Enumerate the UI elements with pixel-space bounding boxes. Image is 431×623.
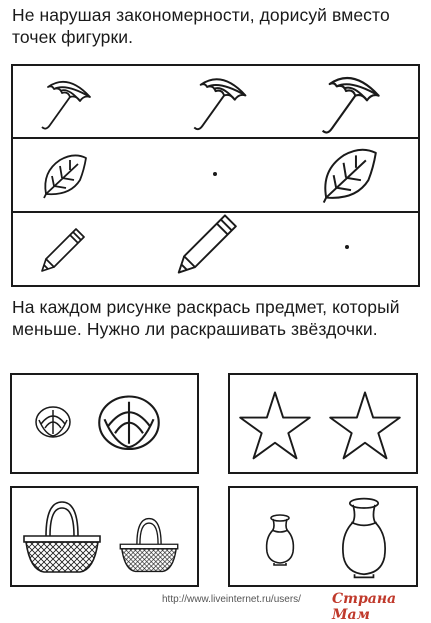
basket-icon: [117, 514, 181, 576]
source-url: http://www.liveinternet.ru/users/: [162, 594, 301, 605]
basket-icon: [20, 496, 104, 578]
placeholder-dot: [213, 172, 217, 176]
leaf-icon: [40, 150, 92, 200]
cabbage-icon: [33, 402, 73, 440]
umbrella-icon: [38, 75, 98, 135]
pencil-icon: [40, 225, 90, 275]
leaf-icon: [318, 143, 384, 205]
vase-icon: [335, 497, 393, 579]
site-logo: Страна Мам: [332, 591, 397, 623]
star-icon: [328, 389, 402, 461]
umbrella-icon: [318, 70, 388, 140]
cabbage-icon: [94, 387, 164, 455]
vase-icon: [263, 514, 297, 566]
pencil-icon: [176, 210, 244, 278]
task2-instructions: На каждом рисунке раскрась предмет, который меньше. Нужно ли раскрашивать звёздочки.: [12, 297, 400, 339]
task1-instructions: Не нарушая закономерности, дорисуй вместо точек фигурки.: [12, 5, 390, 47]
star-icon: [238, 389, 312, 461]
placeholder-dot: [345, 245, 349, 249]
umbrella-icon: [190, 72, 254, 136]
